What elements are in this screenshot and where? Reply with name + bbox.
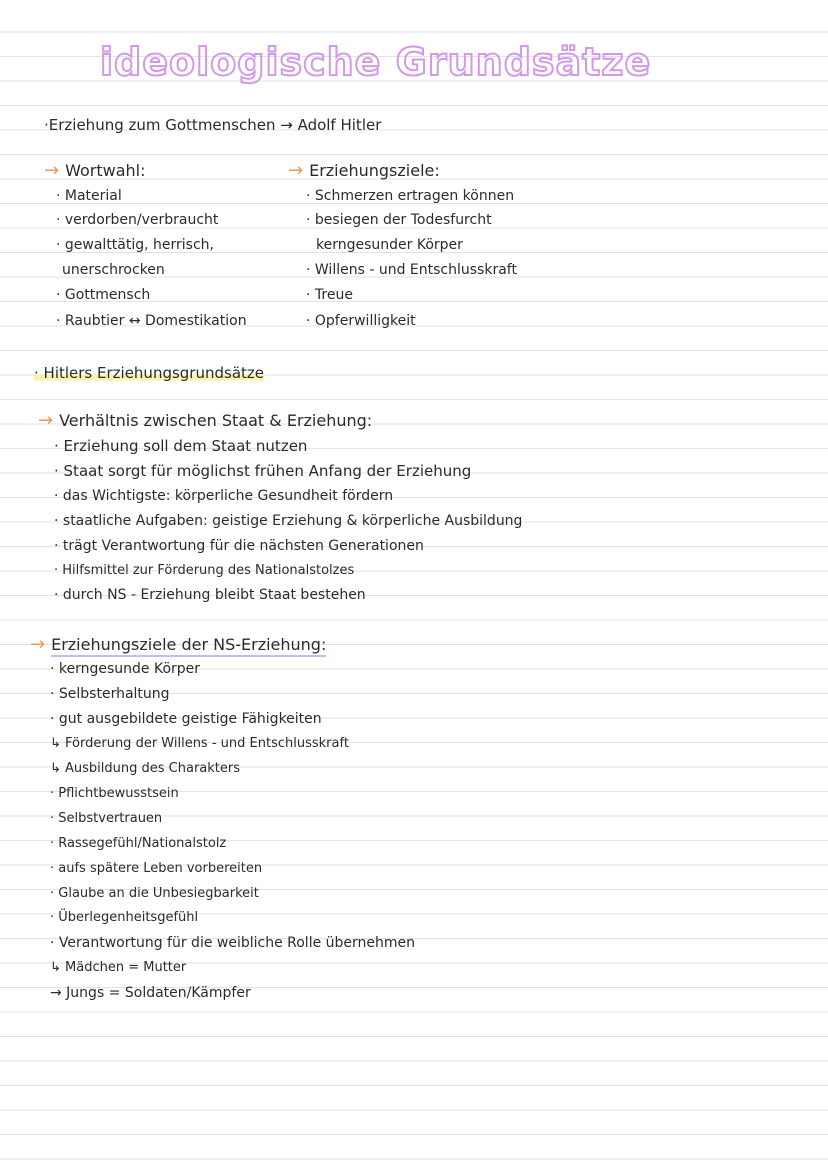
sub-heading xyxy=(38,410,372,431)
list-item: · gewalttätig, herrisch, xyxy=(56,237,214,253)
list-item: · trägt Verantwortung für die nächsten Generationen xyxy=(54,538,424,554)
list-item: · durch NS - Erziehung bleibt Staat bestehen xyxy=(54,587,366,603)
section-heading xyxy=(30,634,326,655)
list-item: unerschrocken xyxy=(62,262,165,278)
left-heading xyxy=(44,160,145,181)
list-item: · Willens - und Entschlusskraft xyxy=(306,262,517,278)
intro-line: ·Erziehung zum Gottmenschen → Adolf Hitler xyxy=(44,116,382,134)
list-item: · gut ausgebildete geistige Fähigkeiten xyxy=(50,711,322,727)
list-item: ↳ Mädchen = Mutter xyxy=(50,960,187,975)
arrow-icon: → xyxy=(30,634,46,655)
right-heading-text: Erziehungsziele: xyxy=(309,161,440,180)
list-item: · das Wichtigste: körperliche Gesundheit fördern xyxy=(54,488,394,504)
arrow-icon: → xyxy=(38,410,54,431)
left-heading-text: Wortwahl: xyxy=(65,161,146,180)
list-item: · Glaube an die Unbesiegbarkeit xyxy=(50,886,259,901)
page-title: ideologische Grundsätze xyxy=(100,40,652,84)
right-heading xyxy=(288,160,440,181)
list-item: · Erziehung soll dem Staat nutzen xyxy=(54,437,308,455)
list-item: · Hilfsmittel zur Förderung des Nationalstolzes xyxy=(54,563,355,578)
list-item: · Gottmensch xyxy=(56,287,151,303)
list-item: · Verantwortung für die weibliche Rolle übernehmen xyxy=(50,935,416,951)
list-item: · Raubtier ↔ Domestikation xyxy=(56,313,247,329)
list-item: → Jungs = Soldaten/Kämpfer xyxy=(50,985,251,1001)
list-item: · aufs spätere Leben vorbereiten xyxy=(50,861,263,876)
list-item: · besiegen der Todesfurcht xyxy=(306,212,492,228)
list-item: · Überlegenheitsgefühl xyxy=(50,910,199,925)
list-item: ↳ Ausbildung des Charakters xyxy=(50,761,241,776)
highlighted-heading: · Hitlers Erziehungsgrundsätze xyxy=(34,364,264,382)
list-item: · Treue xyxy=(306,287,353,303)
list-item: · Selbstvertrauen xyxy=(50,811,163,826)
list-item: · staatliche Aufgaben: geistige Erziehung & körperliche Ausbildung xyxy=(54,513,523,529)
list-item: ↳ Förderung der Willens - und Entschlusskraft xyxy=(50,736,349,751)
section3-heading-text: Erziehungsziele der NS-Erziehung: xyxy=(51,635,326,657)
list-item: · kerngesunde Körper xyxy=(50,661,201,677)
arrow-icon: → xyxy=(288,160,304,181)
arrow-icon: → xyxy=(44,160,60,181)
list-item: kerngesunder Körper xyxy=(316,237,463,253)
sub-heading-text: Verhältnis zwischen Staat & Erziehung: xyxy=(59,411,373,430)
list-item: · Schmerzen ertragen können xyxy=(306,188,515,204)
list-item: · Material xyxy=(56,188,122,204)
list-item: · Selbsterhaltung xyxy=(50,686,170,702)
list-item: · Rassegefühl/Nationalstolz xyxy=(50,836,227,851)
list-item: · verdorben/verbraucht xyxy=(56,212,219,228)
list-item: · Staat sorgt für möglichst frühen Anfang der Erziehung xyxy=(54,462,472,480)
list-item: · Pflichtbewusstsein xyxy=(50,786,179,801)
list-item: · Opferwilligkeit xyxy=(306,313,416,329)
section-heading xyxy=(34,364,264,382)
